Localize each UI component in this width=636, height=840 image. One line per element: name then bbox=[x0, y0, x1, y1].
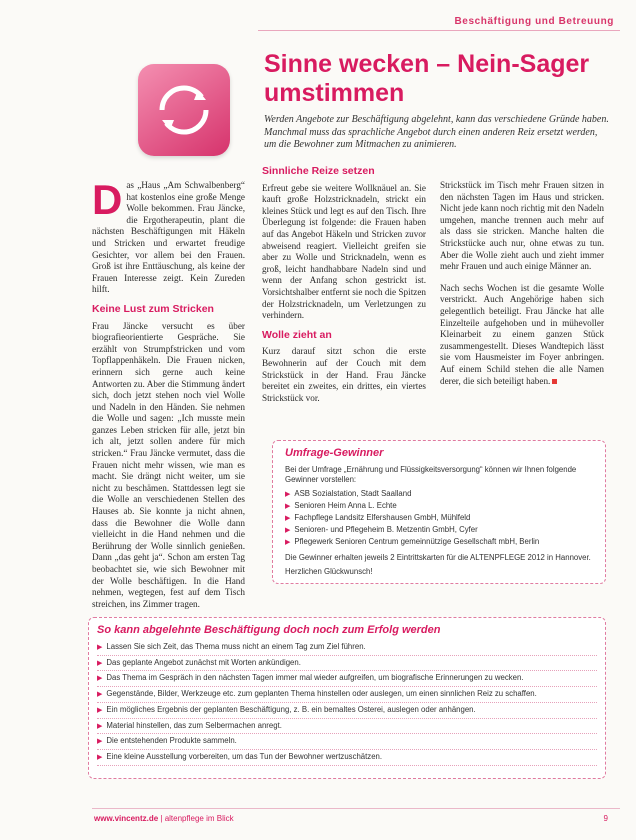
survey-box bbox=[272, 440, 606, 584]
tip-item bbox=[97, 640, 597, 656]
column-3 bbox=[440, 180, 604, 387]
bottom-divider bbox=[92, 808, 620, 809]
survey-greeting: Herzlichen Glückwunsch! bbox=[285, 567, 373, 576]
tips-title: So kann abgelehnte Beschäftigung doch noch zum Erfolg werden bbox=[97, 624, 441, 636]
intro-text: as „Haus „Am Schwalbenberg“ hat kostenlos eine große Menge Wolle bekommen. Frau Jäncke, die Ergotherapeutin, plant die nächsten Beschäftigungen mit Häkeln und Stricken und erwartet freudige Gesichter, vor allem bei den Frauen. Groß ist ihre Enttäuschung, als keine der Frauen Interesse zeigt. Kein Zureden hilft. bbox=[92, 180, 245, 295]
tip-text: Die entstehenden Produkte sammeln. bbox=[106, 736, 237, 746]
tips-list bbox=[97, 640, 597, 766]
page-number: 9 bbox=[603, 814, 608, 823]
footer-site-link[interactable]: www.vincentz.de bbox=[94, 814, 159, 823]
tip-item bbox=[97, 687, 597, 703]
section-label: Beschäftigung und Betreuung bbox=[454, 16, 614, 27]
bullet-triangle-icon: ▶ bbox=[97, 706, 103, 714]
tip-text: Das Thema im Gespräch in den nächsten Tagen immer mal wieder aufgreifen, um biografische Erinnerungen zu wecken. bbox=[106, 673, 524, 683]
article-logo bbox=[138, 64, 230, 156]
bullet-triangle-icon: ▶ bbox=[97, 644, 103, 651]
survey-prize: Die Gewinner erhalten jeweils 2 Eintrittskarten für die ALTENPFLEGE 2012 in Hannover. bbox=[285, 553, 591, 562]
winner-text: Fachpflege Landsitz Elfershausen GmbH, Mühlfeld bbox=[294, 513, 471, 522]
winner-text: Senioren- und Pflegeheim B. Metzentin GmbH, Cyfer bbox=[294, 525, 478, 534]
bullet-triangle-icon: ▶ bbox=[285, 527, 291, 534]
article-title: Sinne wecken – Nein-Sager umstimmen bbox=[264, 50, 590, 107]
survey-title: Umfrage-Gewinner bbox=[285, 447, 384, 459]
column-1 bbox=[92, 176, 245, 610]
tip-text: Das geplante Angebot zunächst mit Worten ankündigen. bbox=[106, 657, 301, 667]
heading-keine-lust: Keine Lust zum Stricken bbox=[92, 302, 214, 315]
tip-item bbox=[97, 750, 597, 766]
heading-wolle: Wolle zieht an bbox=[262, 328, 332, 341]
winner-text: Pflegewerk Senioren Centrum gemeinnützige Gesellschaft mbH, Berlin bbox=[294, 537, 540, 546]
bullet-triangle-icon: ▶ bbox=[97, 691, 103, 699]
tip-item bbox=[97, 734, 597, 750]
winner-item bbox=[285, 524, 593, 536]
footer bbox=[94, 814, 234, 823]
paragraph-sinnliche-reize: Erfreut gebe sie weitere Wollknäuel an. Sie kauft große Holzstricknadeln, strickt ein kleines Stück und legt es auf den Tisch. Ihre Überlegung ist folgende: die Frauen haben auf das Angebot Häkeln und Stricken zuvor abweisend reagiert. Vielleicht greifen sie aber zu Wolle und Stricknadeln, wenn es groß, leicht handhabbare Nadeln sind und wenn der Anfang schon gestrickt ist. Vorsichtshalber entfernt sie noch die Spitzen der Holzstricknadeln, um Verletzungen zu verhindern. bbox=[262, 182, 426, 321]
winner-text: Senioren Heim Anna L. Echte bbox=[294, 501, 397, 510]
tip-item bbox=[97, 656, 597, 672]
paragraph-wolle: Kurz darauf sitzt schon die erste Bewohnerin auf der Couch mit dem Strickstück in der Hand. Frau Jäncke bereitet ein zweites, ein drittes, ein viertes Strickstück vor. bbox=[262, 346, 426, 403]
bullet-triangle-icon: ▶ bbox=[285, 503, 291, 510]
winner-list bbox=[285, 488, 593, 548]
winner-item bbox=[285, 500, 593, 512]
intro-paragraph bbox=[92, 176, 245, 296]
tip-text: Lassen Sie sich Zeit, das Thema muss nicht an einem Tag zum Ziel führen. bbox=[106, 642, 366, 651]
footer-path: | altenpflege im Blick bbox=[158, 814, 234, 823]
bullet-triangle-icon: ▶ bbox=[97, 675, 103, 683]
drop-cap: D bbox=[92, 176, 123, 223]
tips-box bbox=[88, 617, 606, 779]
paragraph-col3a: Strickstück im Tisch mehr Frauen sitzen in den nächsten Tagen im Haus und stricken. Nicht jede kann noch richtig mit den Nadeln umgehen, manche trennen auch mehr auf als dass sie stricken. Manche halten die Strickstücke auch nur, ohne etwas zu tun. Aber die Wolle zieht auch und zieht immer mehr Frauen und auch einige Männer an. bbox=[440, 180, 604, 272]
heading-sinnliche-reize: Sinnliche Reize setzen bbox=[262, 165, 375, 177]
winner-text: ASB Sozialstation, Stadt Saalland bbox=[294, 489, 412, 498]
bullet-triangle-icon: ▶ bbox=[285, 491, 291, 498]
column-2 bbox=[262, 166, 426, 404]
bullet-triangle-icon: ▶ bbox=[285, 515, 291, 522]
winner-item bbox=[285, 536, 593, 548]
tip-item bbox=[97, 719, 597, 735]
circular-arrows-icon bbox=[154, 80, 214, 140]
bullet-triangle-icon: ▶ bbox=[97, 753, 103, 761]
bullet-triangle-icon: ▶ bbox=[97, 722, 103, 730]
paragraph-col3b bbox=[440, 283, 604, 387]
tip-item bbox=[97, 703, 597, 719]
winner-item bbox=[285, 488, 593, 500]
article-lead: Werden Angebote zur Beschäftigung abgelehnt, kann das verschiedene Gründe haben. Manchmal muss das sprachliche Angebot durch einen anderen Reiz ersetzt werden, um die Bewohner zum Mitmachen zu animieren. bbox=[264, 114, 609, 150]
paragraph-keine-lust: Frau Jäncke versucht es über biografieorientierte Gespräche. Sie erzählt von Strumpfstricken und vom Topflappenhäkeln. Die Frauen nicken, erinnern sich gerne auch keine Antworten zu. Aber die Stimmung ändert sich, doch jetzt stehen noch viel Wolle und Nadeln in den Händen. Sie nehmen die Wolle und sagen: „Ich musste mein ganzes Leben stricken für alle, jetzt bin ich alt, jetzt sollen andere für mich stricken.“ Frau Jäncke vermutet, dass die Frauen nicht mehr wissen, wie man es macht. Sie drängt nicht weiter, um sie nicht zu beschämen. Stattdessen legt sie die Wolle an verschiedenen Stellen des Hauses ab. Sie konnte ja nicht ahnen, dass die Bewohner die Wolle dann vielleicht in die Hand nehmen und die Berührung der Wolle sinnlich genießen. Dann „das geht ja“. Schon am ersten Tag beobachtet sie, wie sich Bewohner mit der Wolle beschäftigen. In die Hand nehmen, wegtegen, fest auf dem Tisch streichen, ins Zimmer tragen. bbox=[92, 320, 245, 609]
tip-text: Ein mögliches Ergebnis der geplanten Beschäftigung, z. B. ein bemaltes Osterei, auslegen oder anhängen. bbox=[106, 704, 476, 714]
tip-text: Eine kleine Ausstellung vorbereiten, um das Tun der Bewohner wertzuschätzen. bbox=[106, 751, 383, 761]
top-divider bbox=[258, 30, 620, 31]
survey-intro: Bei der Umfrage „Ernährung und Flüssigkeitsversorgung“ können wir Ihnen folgende Gewinner vorstellen: bbox=[285, 465, 577, 484]
bullet-triangle-icon: ▶ bbox=[97, 738, 103, 746]
tip-text: Gegenstände, Bilder, Werkzeuge etc. zum geplanten Thema hinstellen oder auslegen, um einen sinnlichen Reiz zu schaffen. bbox=[106, 689, 537, 699]
end-mark bbox=[552, 379, 557, 384]
bullet-triangle-icon: ▶ bbox=[97, 659, 103, 667]
winner-item bbox=[285, 512, 593, 524]
tip-text: Material hinstellen, das zum Selbermachen anregt. bbox=[106, 720, 282, 730]
tip-item bbox=[97, 671, 597, 687]
col3b-text: Nach sechs Wochen ist die gesamte Wolle verstrickt. Auch Angehörige haben sich gelegentlich beteiligt. Frau Jäncke hat alle Einzelteile aufgehoben und in mühevoller Kleinarbeit zu einem ganzen Stück zusammengestellt. Dieses Wandtepich lässt sie vom Hausmeister im Foyer anbringen. Auf einem Schild stehen die alle Namen derer, die sich beteiligt haben. bbox=[440, 282, 604, 386]
bullet-triangle-icon: ▶ bbox=[285, 539, 291, 546]
